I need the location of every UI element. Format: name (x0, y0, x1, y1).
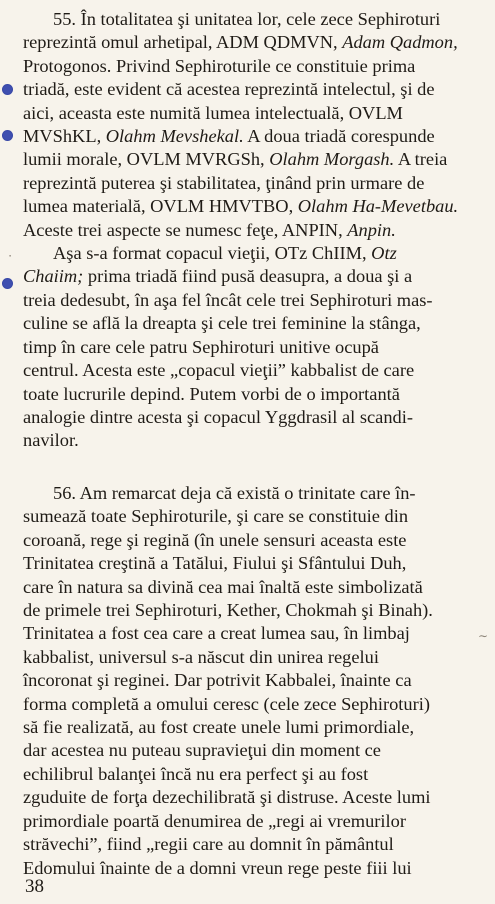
p55-line-18: analogie dintre acesta şi copacul Yggdrasil al scandi- (23, 406, 413, 427)
margin-bullet-1 (2, 84, 13, 95)
p56-line-3: coroană, rege şi regină (în unele sensuri aceasta este (23, 529, 407, 550)
margin-mark-2: ∼ (478, 629, 489, 643)
p55-line-1: 55. În totalitatea şi unitatea lor, cele zece Sephiroturi (53, 9, 441, 29)
p56-line-13: echilibrul balanţei încă nu era perfect şi au fost (23, 763, 369, 784)
p55-line-13: treia dedesubt, în aşa fel încât cele trei Sephiroturi mas- (23, 289, 433, 310)
margin-bullet-2 (2, 130, 13, 141)
p55-line-7: lumii morale, OVLM MVRGSh, Olahm Morgash. A treia (23, 149, 448, 170)
p55-line-4: triadă, este evident că acestea reprezintă intelectul, şi de (23, 79, 435, 100)
p55-line-16: centrul. Acesta este „copacul vieţii” kabbalist de care (23, 360, 415, 381)
p56-line-16: străvechi”, fiind „regii care au domnit în pământul (23, 834, 394, 855)
paragraph-55 (23, 8, 475, 453)
p56-line-6: de primele trei Sephiroturi, Kether, Chokmah şi Binah). (23, 600, 433, 621)
p56-line-14: zguduite de forţa dezechilibrată şi distruse. Aceste lumi (23, 787, 431, 808)
p56-line-10: forma completă a omului ceresc (cele zece Sephiroturi) (23, 693, 430, 714)
p55-line-8: reprezintă puterea şi stabilitatea, ţinând prin urmare de (23, 172, 425, 193)
p55-line-6: MVShKL, Olahm Mevshekal. A doua triadă corespunde (23, 126, 435, 147)
p55-line-17: toate lucrurile depind. Putem vorbi de o importantă (23, 383, 400, 404)
p56-line-11: să fie realizată, au fost create unele lumi primordiale, (23, 717, 415, 738)
p55-line-2: reprezintă omul arhetipal, ADM QDMVN, Adam Qadmon, (23, 32, 458, 53)
p56-line-5: care în natura sa divină cea mai înaltă este simbolizată (23, 576, 423, 597)
p55-line-14: culine se află la dreapta şi cele trei feminine la stânga, (23, 313, 421, 334)
p55-line-5: aici, aceasta este numită lumea intelectuală, OVLM (23, 102, 403, 123)
p56-line-4: Trinitatea creştină a Tatălui, Fiului şi Sfântului Duh, (23, 553, 407, 574)
paragraph-56 (23, 482, 475, 880)
p56-line-12: dar acestea nu puteau supravieţui din moment ce (23, 740, 381, 761)
p56-line-7: Trinitatea a fost cea care a creat lumea sau, în limbaj (23, 623, 410, 644)
page-number: 38 (25, 876, 44, 897)
p55-line-11: Aşa s-a format copacul vieţii, OTz ChIIM, Otz (53, 243, 397, 264)
p56-line-17: Edomului înainte de a domni vreun rege peste fiii lui (23, 857, 412, 878)
p55-line-15: timp în care cele patru Sephiroturi unitive ocupă (23, 336, 379, 357)
p56-line-15: primordiale poartă denumirea de „regi ai vremurilor (23, 810, 406, 831)
p55-line-9: lumea materială, OVLM HMVTBO, Olahm Ha-Mevetbau. (23, 196, 459, 217)
p56-line-2: sumează toate Sephiroturile, şi care se constituie din (23, 506, 409, 527)
margin-mark-1: ⋅ (8, 249, 13, 263)
p55-line-19: navilor. (23, 430, 79, 451)
p55-line-12: Chaiim; prima triadă fiind pusă deasupra, a doua şi a (23, 266, 413, 287)
p56-line-8: kabbalist, universul s-a născut din unirea regelui (23, 646, 379, 667)
p56-line-9: încoronat şi reginei. Dar potrivit Kabbalei, înainte ca (23, 670, 412, 691)
margin-bullet-3 (2, 278, 13, 289)
p56-line-1: 56. Am remarcat deja că există o trinitate care în- (53, 483, 416, 503)
p55-line-10: Aceste trei aspecte se numesc feţe, ANPIN, Anpin. (23, 219, 396, 240)
p55-line-3: Protogonos. Privind Sephiroturile ce constituie prima (23, 55, 416, 76)
